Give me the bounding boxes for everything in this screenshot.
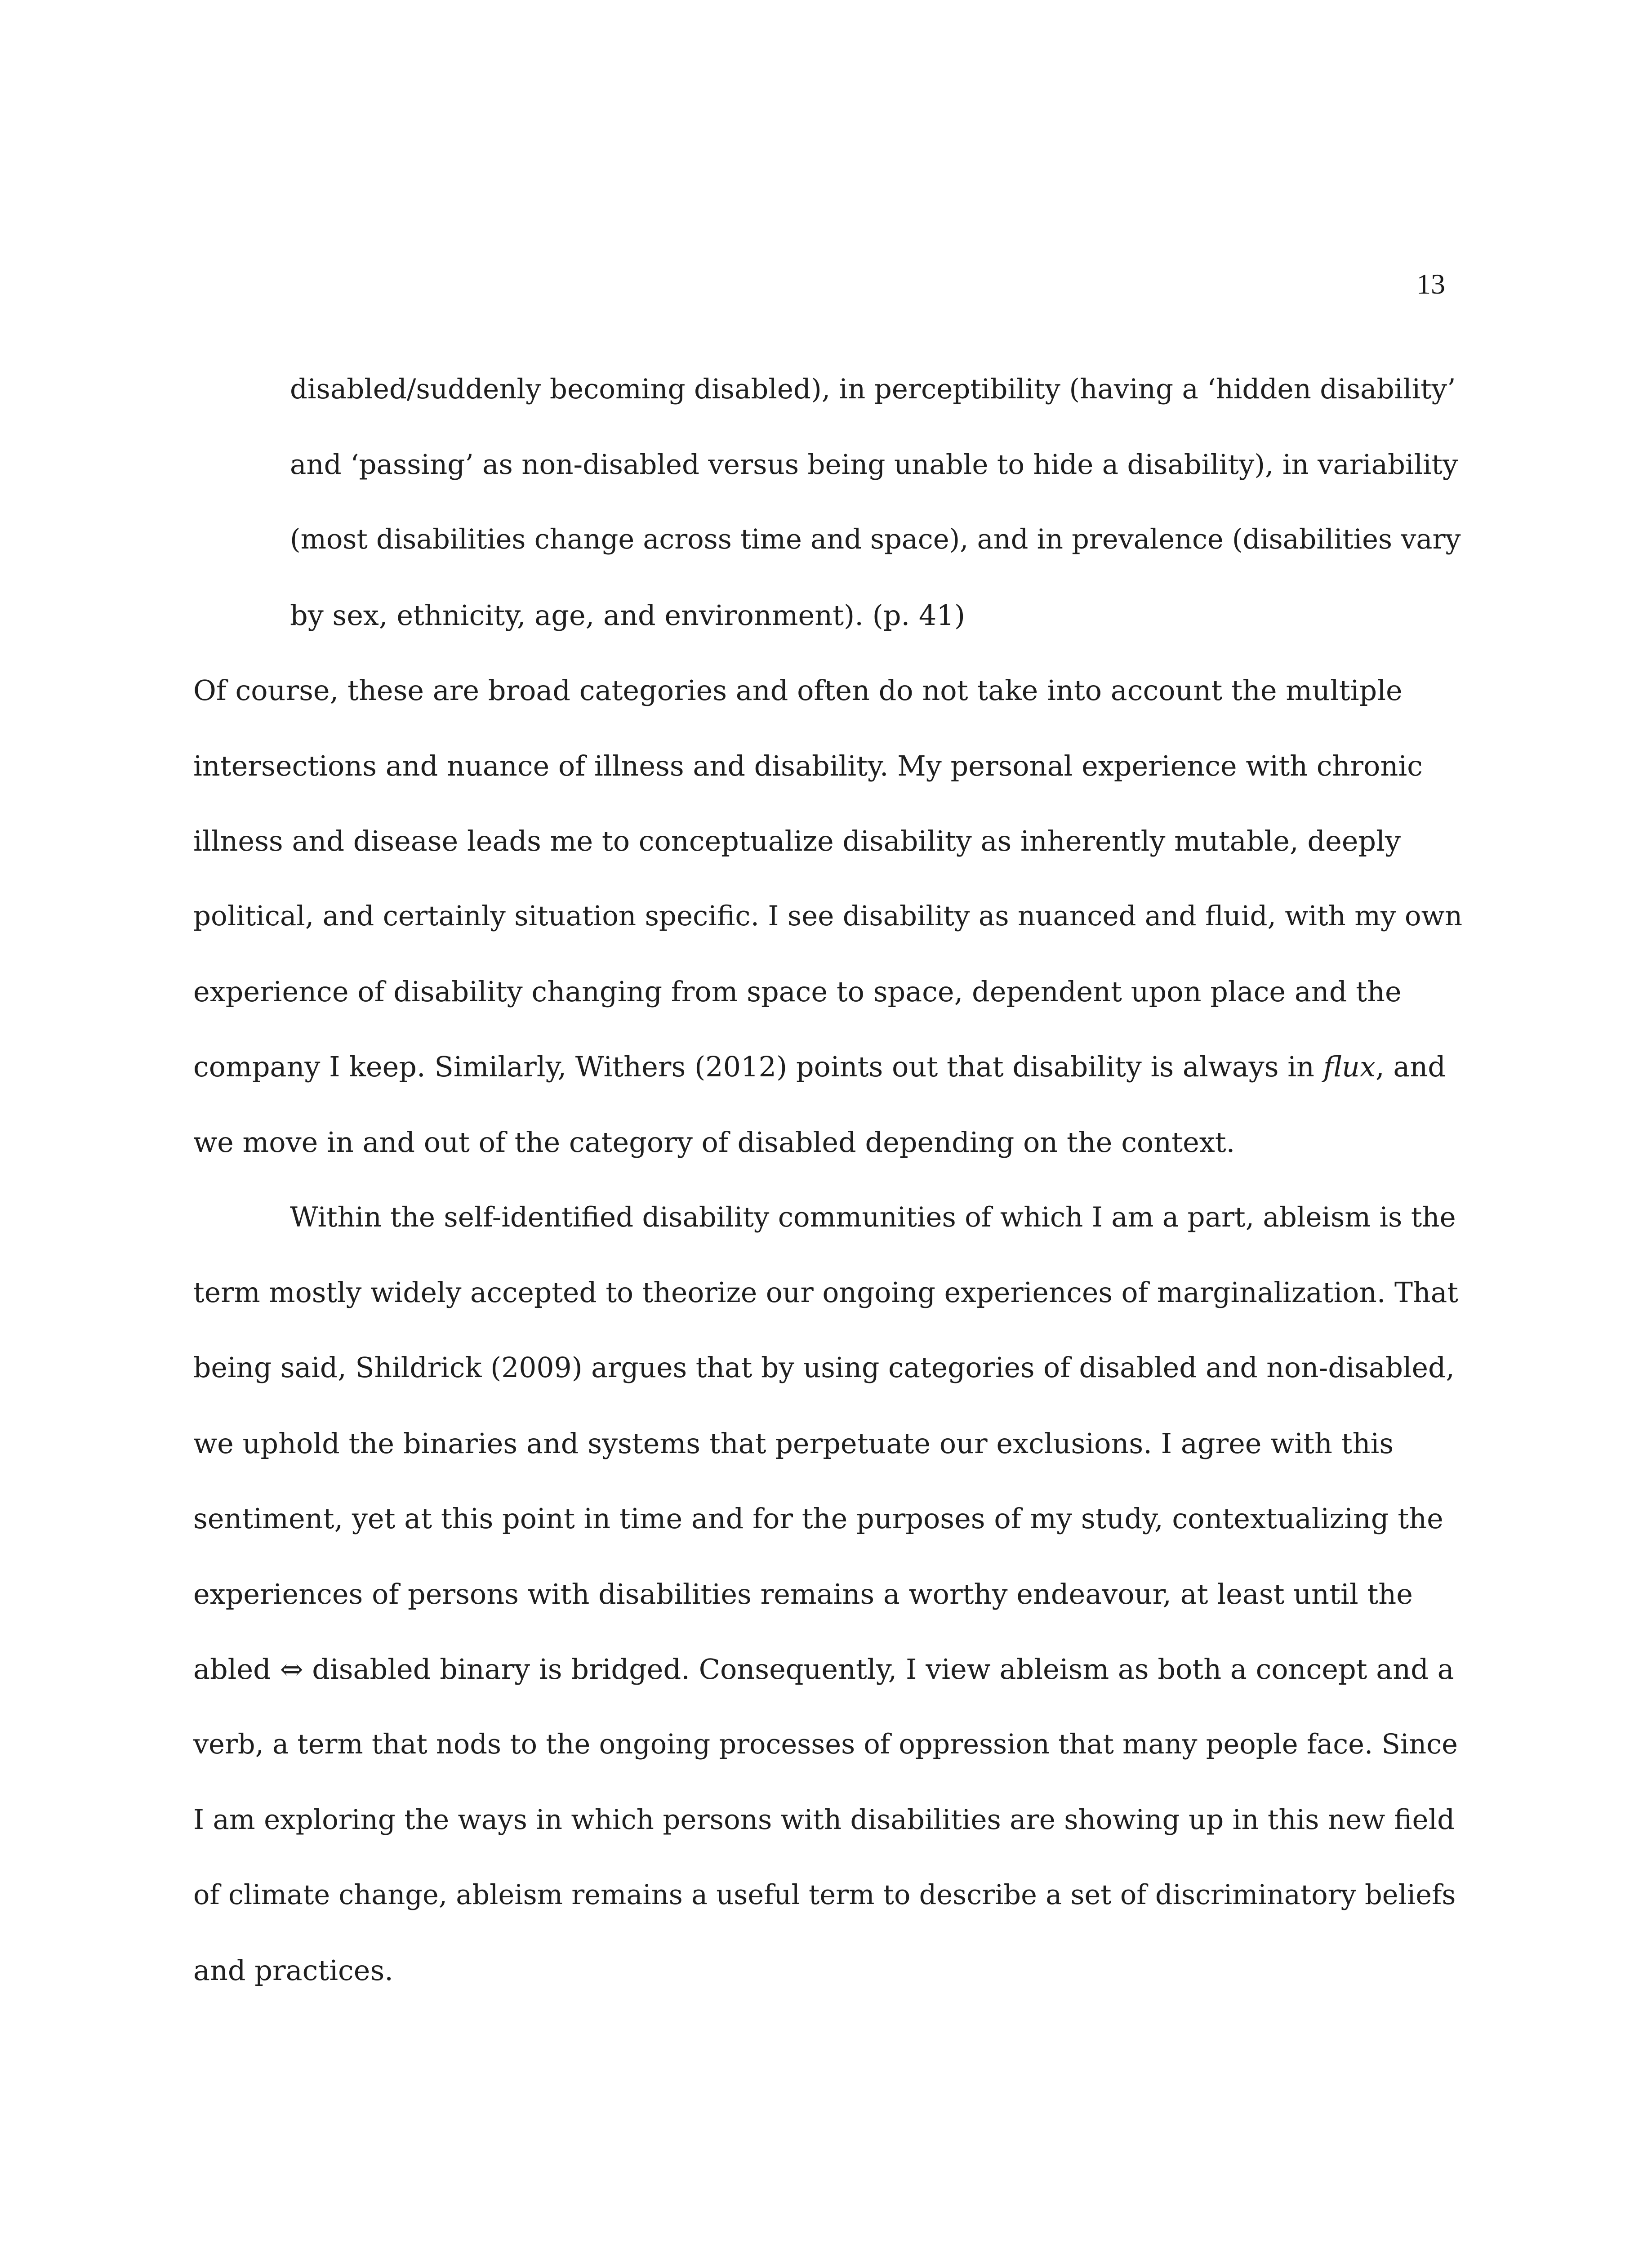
line-6-text-start: company I keep. Similarly, Withers (2012) points out that disability is always in [193, 1050, 1323, 1083]
paragraph-2-line-4: we uphold the binaries and systems that perpetuate our exclusions. I agree with this [193, 1427, 1394, 1460]
paragraph-2-line-2: term mostly widely accepted to theorize our ongoing experiences of marginalization. That [193, 1276, 1459, 1309]
paragraph-2-line-1: Within the self-identified disability communities of which I am a part, ableism is the [290, 1201, 1456, 1233]
paragraph-1-line-5: experience of disability changing from space to space, dependent upon place and the [193, 975, 1402, 1008]
paragraph-1-line-7: we move in and out of the category of disabled depending on the context. [193, 1126, 1235, 1159]
page-number: 13 [1416, 268, 1445, 300]
block-quote-line-1: disabled/suddenly becoming disabled), in perceptibility (having a ‘hidden disability’ [290, 373, 1456, 405]
line-6-text-end: , and [1375, 1050, 1446, 1083]
paragraph-2-line-6: experiences of persons with disabilities remains a worthy endeavour, at least until the [193, 1578, 1413, 1610]
italic-term-flux: flux [1323, 1050, 1376, 1083]
paragraph-2-line-11: and practices. [193, 1954, 393, 1987]
block-quote-line-4: by sex, ethnicity, age, and environment). (p. 41) [290, 599, 966, 632]
paragraph-1-line-3: illness and disease leads me to conceptualize disability as inherently mutable, deeply [193, 825, 1401, 857]
paragraph-2-line-10: of climate change, ableism remains a useful term to describe a set of discriminatory beliefs [193, 1879, 1456, 1911]
block-quote-line-2: and ‘passing’ as non-disabled versus being unable to hide a disability), in variability [290, 449, 1458, 481]
paragraph-1-line-1: Of course, these are broad categories and often do not take into account the multiple [193, 674, 1403, 707]
paragraph-1-line-4: political, and certainly situation specific. I see disability as nuanced and fluid, with my own [193, 900, 1463, 932]
block-quote-line-3: (most disabilities change across time and space), and in prevalence (disabilities vary [290, 524, 1461, 555]
paragraph-2-line-3: being said, Shildrick (2009) argues that by using categories of disabled and non-disabled, [193, 1351, 1455, 1384]
paragraph-1-line-2: intersections and nuance of illness and disability. My personal experience with chronic [193, 749, 1423, 782]
paragraph-2-line-7: abled ⇔ disabled binary is bridged. Consequently, I view ableism as both a concept and a [193, 1653, 1454, 1686]
paragraph-2-line-9: I am exploring the ways in which persons with disabilities are showing up in this new field [193, 1804, 1455, 1836]
paragraph-1-line-6 [193, 1050, 1446, 1083]
paragraph-2-line-8: verb, a term that nods to the ongoing processes of oppression that many people face. Since [193, 1729, 1458, 1760]
paragraph-2-line-5: sentiment, yet at this point in time and for the purposes of my study, contextualizing the [193, 1502, 1443, 1535]
